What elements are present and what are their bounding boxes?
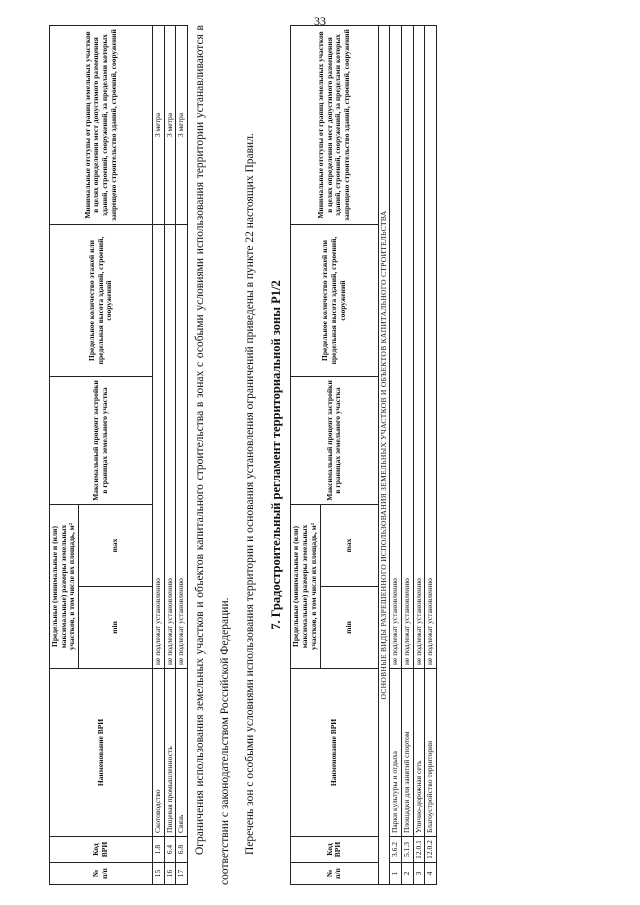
row-limit: не подлежат установлению [164, 225, 176, 669]
table-row [176, 26, 188, 885]
row-setback: 3 метра [176, 26, 188, 225]
header-name: Наименование ВРИ [290, 669, 378, 837]
header-max-percent: Максимальный процент застройки в границах земельного участка [290, 377, 378, 505]
paragraph-zones-list: Перечень зон с особыми условиями использования территории и основания установления ограничений приведены в пункте 22 настоящих Правил. [243, 133, 256, 855]
row-name: Связь [176, 669, 188, 837]
row-limit: не подлежат установлению [402, 26, 414, 669]
header-max: max [320, 505, 378, 587]
header-min: min [320, 587, 378, 669]
row-limit: не подлежат установлению [176, 225, 188, 669]
row-setback: 3 метра [152, 26, 164, 225]
header-setbacks: Минимальные отступы от границ земельных участков в целях определения мест допустимого размещения зданий, строений, сооружений, за пределами которых запрещено строительство зданий, строений, сооружений [290, 26, 378, 225]
header-limits: Предельные (минимальные и (или) максимальные) размеры земельных участков, в том числе их площадь, м² [50, 505, 79, 669]
row-name: Скотоводство [152, 669, 164, 837]
header-floors: Предельное количество этажей или предельная высота зданий, строений, сооружений [290, 225, 378, 377]
row-code: 1.8 [152, 837, 164, 863]
row-name: Площадки для занятий спортом [402, 669, 414, 837]
row-code: 6.8 [176, 837, 188, 863]
header-num: № п/п [50, 863, 153, 885]
row-limit: не подлежат установлению [413, 26, 425, 669]
row-code: 12.0.1 [413, 837, 425, 863]
row-code: 5.1.3 [402, 837, 414, 863]
header-code: Код ВРИ [290, 837, 378, 863]
table-row [152, 26, 164, 885]
row-num: 2 [402, 863, 414, 885]
row-num: 15 [152, 863, 164, 885]
header-code: Код ВРИ [50, 837, 153, 863]
table-row [164, 26, 176, 885]
row-limit: не подлежат установлению [152, 225, 164, 669]
rotated-page-content [45, 25, 605, 885]
table-zone-r1-2 [290, 25, 437, 885]
row-num: 4 [425, 863, 437, 885]
row-code: 12.0.2 [425, 837, 437, 863]
section-heading: 7. Градостроительный регламент территориальной зоны Р1/2 [268, 280, 283, 630]
row-code: 3.6.2 [390, 837, 402, 863]
table-row [390, 26, 402, 885]
header-max-percent: Максимальный процент застройки в границах земельного участка [50, 377, 153, 505]
section-row [378, 26, 390, 885]
header-min: min [78, 587, 152, 669]
table-row [425, 26, 437, 885]
paragraph-restrictions: Ограничения использования земельных участков и объектов капитального строительства в зонах с особыми условиями использования территории устанавливаются в соответствии с законодательством Российской Федерации. [193, 25, 231, 885]
row-num: 17 [176, 863, 188, 885]
header-limits: Предельные (минимальные и (или) максимальные) размеры земельных участков, в том числе их площадь, м² [290, 505, 320, 669]
row-setback: 3 метра [164, 26, 176, 225]
header-max: max [78, 505, 152, 587]
header-setbacks: Минимальные отступы от границ земельных участков в целях определения мест допустимого размещения зданий, строений, сооружений, за пределами которых запрещено строительство зданий, строений, сооружений [50, 26, 153, 225]
table-row [413, 26, 425, 885]
table-row [402, 26, 414, 885]
header-floors: Предельное количество этажей или предельная высота зданий, строений, сооружений [50, 225, 153, 377]
row-code: 6.4 [164, 837, 176, 863]
row-num: 3 [413, 863, 425, 885]
row-num: 1 [390, 863, 402, 885]
section-title: ОСНОВНЫЕ ВИДЫ РАЗРЕШЕННОГО ИСПОЛЬЗОВАНИЯ ЗЕМЕЛЬНЫХ УЧАСТКОВ И ОБЪЕКТОВ КАПИТАЛЬНОГО СТРОИТЕЛЬСТВА [378, 26, 390, 885]
row-name: Пищевая промышленность [164, 669, 176, 837]
row-limit: не подлежат установлению [425, 26, 437, 669]
row-name: Благоустройство территории [425, 669, 437, 837]
table-zone-continued [49, 25, 188, 885]
header-name: Наименование ВРИ [50, 669, 153, 837]
row-name: Парки культуры и отдыха [390, 669, 402, 837]
row-limit: не подлежат установлению [390, 26, 402, 669]
page-number: 33 [314, 14, 326, 28]
row-name: Улично-дорожная сеть [413, 669, 425, 837]
header-num: № п/п [290, 863, 378, 885]
row-num: 16 [164, 863, 176, 885]
